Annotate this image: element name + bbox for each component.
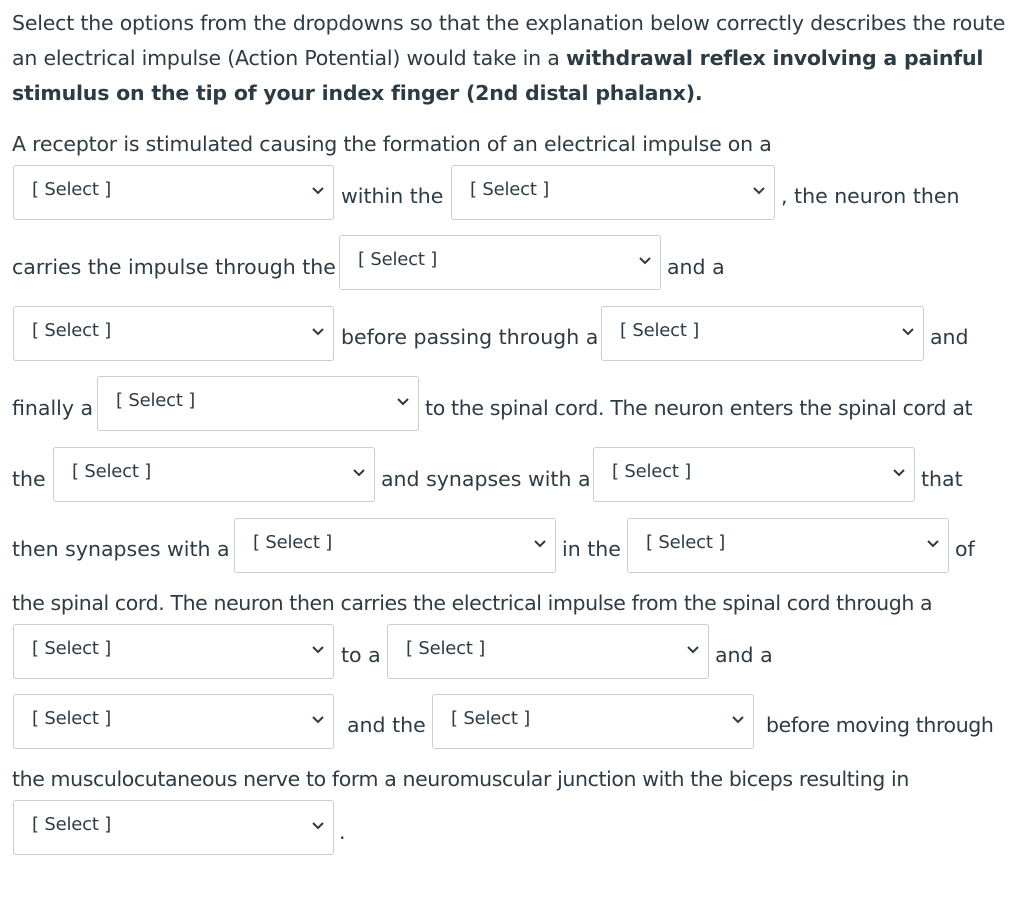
- chevron-down-icon: [638, 256, 652, 266]
- passage-text-21: the musculocutaneous nerve to form a neuromuscular junction with the biceps resulting in: [12, 767, 909, 791]
- dropdown-11-value: [ Select ]: [32, 638, 112, 659]
- chevron-down-icon: [892, 468, 906, 478]
- chevron-down-icon: [311, 327, 325, 337]
- passage-text-10: the: [12, 467, 46, 491]
- dropdown-2-value: [ Select ]: [470, 179, 550, 200]
- dropdown-3[interactable]: [339, 235, 661, 290]
- passage-text-13: then synapses with a: [12, 537, 230, 561]
- passage-text-7: and: [930, 325, 969, 349]
- dropdown-8-value: [ Select ]: [612, 461, 692, 482]
- instructions: [12, 6, 1012, 111]
- instructions-intro: Select the options from the dropdowns so that the explanation below correctly describes the route an electrical impulse (Action Potential) would take in a: [12, 11, 1006, 70]
- chevron-down-icon: [686, 645, 700, 655]
- dropdown-1[interactable]: [13, 165, 334, 220]
- dropdown-10[interactable]: [627, 518, 949, 573]
- chevron-down-icon: [731, 715, 745, 725]
- chevron-down-icon: [352, 468, 366, 478]
- dropdown-4-value: [ Select ]: [32, 320, 112, 341]
- dropdown-10-value: [ Select ]: [646, 532, 726, 553]
- passage-text-12: that: [921, 467, 963, 491]
- dropdown-9[interactable]: [234, 518, 556, 573]
- dropdown-4[interactable]: [13, 306, 334, 361]
- passage-text-5: and a: [667, 255, 725, 279]
- passage-text-14: in the: [562, 537, 621, 561]
- passage-text-4: carries the impulse through the: [12, 255, 336, 279]
- dropdown-7[interactable]: [53, 447, 375, 502]
- passage-text-17: to a: [341, 643, 381, 667]
- dropdown-14[interactable]: [432, 694, 754, 749]
- passage-text-19: and the: [347, 713, 426, 737]
- chevron-down-icon: [311, 645, 325, 655]
- dropdown-13[interactable]: [13, 694, 334, 749]
- chevron-down-icon: [752, 186, 766, 196]
- dropdown-15[interactable]: [13, 800, 334, 855]
- dropdown-3-value: [ Select ]: [358, 249, 438, 270]
- dropdown-7-value: [ Select ]: [72, 461, 152, 482]
- dropdown-2[interactable]: [451, 165, 775, 220]
- chevron-down-icon: [396, 397, 410, 407]
- chevron-down-icon: [311, 186, 325, 196]
- passage-text-3: , the neuron then: [781, 184, 960, 208]
- dropdown-12-value: [ Select ]: [406, 638, 486, 659]
- dropdown-8[interactable]: [593, 447, 915, 502]
- passage-text-20: before moving through: [766, 713, 994, 737]
- dropdown-5[interactable]: [601, 306, 924, 361]
- dropdown-11[interactable]: [13, 624, 334, 679]
- passage-text-6: before passing through a: [341, 325, 599, 349]
- chevron-down-icon: [311, 715, 325, 725]
- dropdown-15-value: [ Select ]: [32, 814, 112, 835]
- dropdown-9-value: [ Select ]: [253, 532, 333, 553]
- passage-text-8: finally a: [12, 396, 94, 420]
- passage-text-11: and synapses with a: [381, 467, 591, 491]
- passage-text-16: the spinal cord. The neuron then carries the electrical impulse from the spinal cord through a: [12, 591, 933, 615]
- chevron-down-icon: [533, 539, 547, 549]
- passage-text-2: within the: [341, 184, 444, 208]
- passage-text-1: A receptor is stimulated causing the formation of an electrical impulse on a: [12, 132, 772, 156]
- dropdown-6[interactable]: [97, 376, 419, 431]
- dropdown-13-value: [ Select ]: [32, 708, 112, 729]
- passage-text-18: and a: [715, 643, 773, 667]
- dropdown-5-value: [ Select ]: [620, 320, 700, 341]
- instructions-bold: withdrawal reflex involving a painful stimulus on the tip of your index finger (2nd distal phalanx).: [12, 46, 984, 105]
- dropdown-6-value: [ Select ]: [116, 390, 196, 411]
- passage-text-15: of: [955, 537, 975, 561]
- chevron-down-icon: [311, 821, 325, 831]
- passage-text-9: to the spinal cord. The neuron enters the spinal cord at: [425, 396, 973, 420]
- dropdown-14-value: [ Select ]: [451, 708, 531, 729]
- dropdown-12[interactable]: [387, 624, 709, 679]
- dropdown-1-value: [ Select ]: [32, 179, 112, 200]
- passage-text-22: .: [339, 820, 346, 844]
- chevron-down-icon: [926, 539, 940, 549]
- chevron-down-icon: [901, 327, 915, 337]
